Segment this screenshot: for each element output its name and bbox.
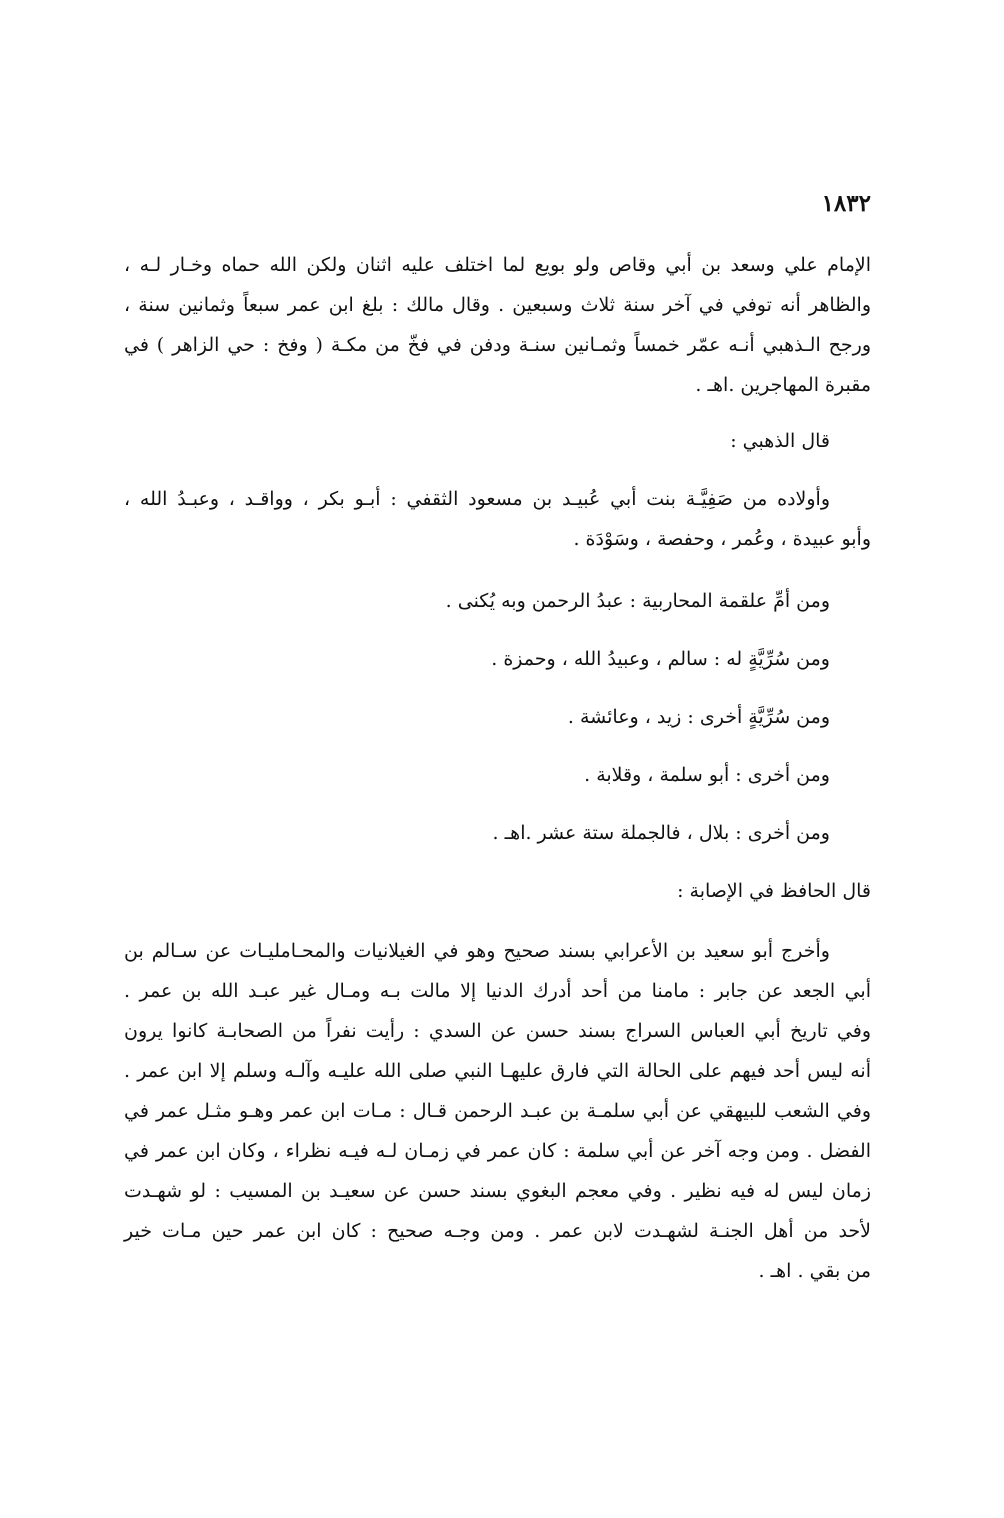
text-line: مقبرة المهاجرين .اهـ . — [695, 374, 871, 396]
document-page — [124, 180, 876, 1360]
text-line: وفي الشعب للبيهقي عن أبي سلمـة بن عبـد الرحمن قـال : مـات ابن عمر وهـو مثـل عمر في — [124, 1100, 871, 1122]
text-line: ومن أمِّ علقمة المحاربية : عبدُ الرحمن وبه يُكنى . — [445, 590, 830, 612]
text-line: ومن سُرِّيَّةٍ أخرى : زيد ، وعائشة . — [567, 706, 830, 728]
text-line: والظاهر أنه توفي في آخر سنة ثلاث وسبعين . وقال مالك : بلغ ابن عمر سبعاً وثمانين سنة ، — [124, 294, 871, 316]
text-line: أبي الجعد عن جابر : مامنا من أحد أدرك الدنيا إلا مالت بـه ومـال غير عبـد الله بن عمر . — [124, 980, 871, 1002]
text-line: أنه ليس أحد فيهم على الحالة التي فارق عليهـا النبي صلى الله عليـه وآلـه وسلم إلا ابن عمر . — [124, 1060, 871, 1082]
text-line: ومن أخرى : بلال ، فالجملة ستة عشر .اهـ . — [492, 822, 830, 844]
text-line: وأولاده من صَفِيَّـة بنت أبي عُبيـد بن مسعود الثقفي : أبـو بكر ، وواقـد ، وعبـدُ الله ، — [124, 488, 830, 510]
text-line: ورجح الـذهبي أنـه عمّر خمساً وثمـانين سنـة ودفن في فخّ من مكـة ( وفخ : حي الزاهر ) في — [124, 334, 871, 356]
text-line: الإمام علي وسعد بن أبي وقاص ولو بويع لما اختلف عليه اثنان ولكن الله حماه وخـار لـه ، — [124, 254, 871, 276]
text-line: الفضل . ومن وجه آخر عن أبي سلمة : كان عمر في زمـان لـه فيـه نظراء ، وكان ابن عمر في — [124, 1140, 871, 1162]
text-line: قال الذهبي : — [730, 430, 830, 452]
text-line: قال الحافظ في الإصابة : — [677, 880, 871, 902]
text-line: لأحد من أهل الجنـة لشهـدت لابن عمر . ومن وجـه صحيح : كان ابن عمر حين مـات خير — [124, 1220, 871, 1242]
text-line: ومن سُرِّيَّةٍ له : سالم ، وعبيدُ الله ، وحمزة . — [491, 648, 830, 670]
page-number: ١٨٣٢ — [821, 190, 871, 217]
text-line: زمان ليس له فيه نظير . وفي معجم البغوي بسند حسن عن سعيـد بن المسيب : لو شهـدت — [124, 1180, 871, 1202]
text-line: وأخرج أبو سعيد بن الأعرابي بسند صحيح وهو في الغيلانيات والمحـامليـات عن سـالم بن — [124, 940, 830, 962]
text-line: من بقي . اهـ . — [758, 1260, 871, 1282]
text-line: ومن أخرى : أبو سلمة ، وقلابة . — [584, 764, 830, 786]
text-line: وفي تاريخ أبي العباس السراج بسند حسن عن السدي : رأيت نفراً من الصحابـة كانوا يرون — [124, 1020, 871, 1042]
text-line: وأبو عبيدة ، وعُمر ، وحفصة ، وسَوْدَة . — [573, 528, 871, 550]
